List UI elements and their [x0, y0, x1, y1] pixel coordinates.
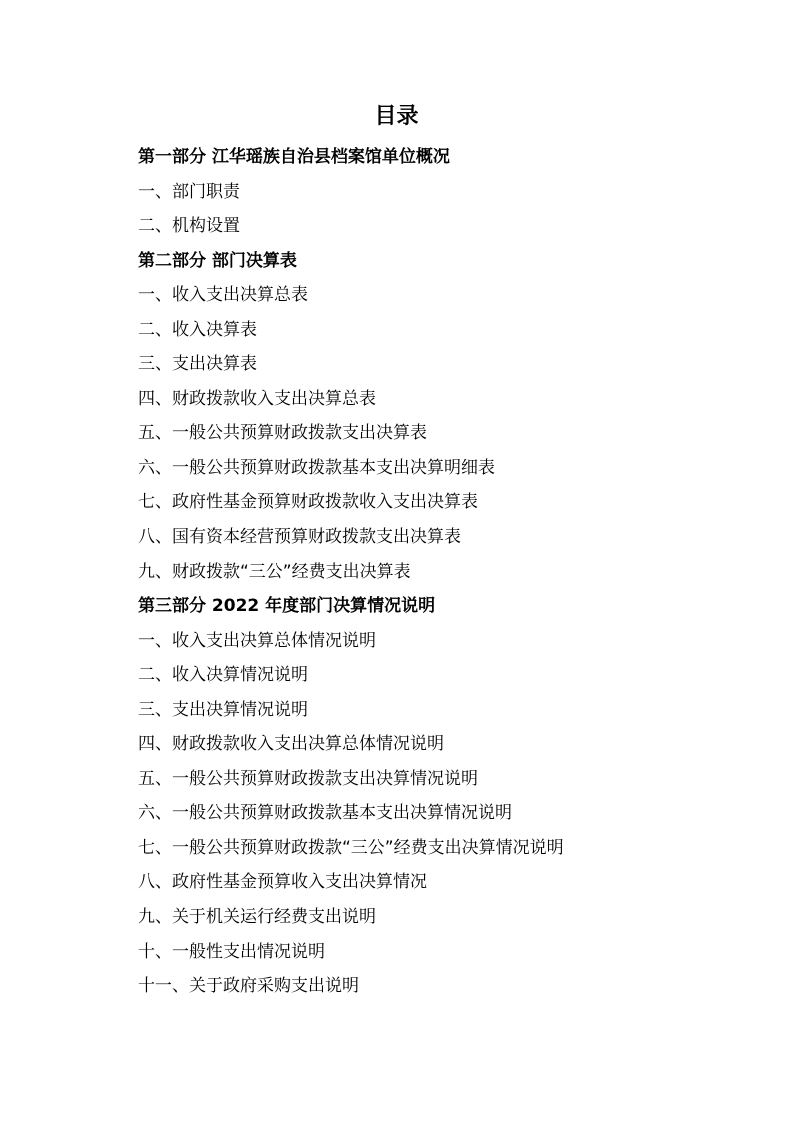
toc-item[interactable]: 八、国有资本经营预算财政拨款支出决算表 [138, 527, 461, 548]
toc-item[interactable]: 十、一般性支出情况说明 [138, 941, 325, 962]
table-of-contents [138, 142, 758, 1006]
toc-item[interactable]: 十一、关于政府采购支出说明 [138, 976, 359, 997]
toc-item[interactable]: 三、支出决算表 [138, 354, 257, 375]
toc-item[interactable]: 九、财政拨款“三公”经费支出决算表 [138, 561, 411, 582]
page-title: 目录 [374, 104, 419, 129]
toc-item[interactable]: 七、一般公共预算财政拨款“三公”经费支出决算情况说明 [138, 837, 564, 858]
toc-item[interactable]: 二、机构设置 [138, 216, 240, 237]
toc-section-heading-1[interactable]: 第一部分 江华瑶族自治县档案馆单位概况 [138, 147, 450, 167]
toc-item[interactable]: 五、一般公共预算财政拨款支出决算表 [138, 423, 427, 444]
toc-section-heading-3[interactable]: 第三部分 2022 年度部门决算情况说明 [138, 596, 436, 617]
toc-item[interactable]: 五、一般公共预算财政拨款支出决算情况说明 [138, 768, 478, 789]
toc-item[interactable]: 一、收入支出决算总表 [138, 285, 308, 306]
toc-item[interactable]: 九、关于机关运行经费支出说明 [138, 907, 376, 928]
toc-item[interactable]: 七、政府性基金预算财政拨款收入支出决算表 [138, 492, 478, 513]
toc-item[interactable]: 六、一般公共预算财政拨款基本支出决算明细表 [138, 457, 495, 478]
toc-item[interactable]: 一、部门职责 [138, 181, 240, 202]
toc-item[interactable]: 四、财政拨款收入支出决算总体情况说明 [138, 734, 444, 755]
toc-section-heading-2[interactable]: 第二部分 部门决算表 [138, 250, 297, 271]
toc-item[interactable]: 三、支出决算情况说明 [138, 699, 308, 720]
toc-item[interactable]: 二、收入决算情况说明 [138, 665, 308, 686]
toc-item[interactable]: 一、收入支出决算总体情况说明 [138, 630, 376, 651]
toc-item[interactable]: 四、财政拨款收入支出决算总表 [138, 388, 376, 409]
toc-item[interactable]: 六、一般公共预算财政拨款基本支出决算情况说明 [138, 803, 512, 824]
toc-item[interactable]: 八、政府性基金预算收入支出决算情况 [138, 872, 427, 893]
toc-item[interactable]: 二、收入决算表 [138, 319, 257, 340]
